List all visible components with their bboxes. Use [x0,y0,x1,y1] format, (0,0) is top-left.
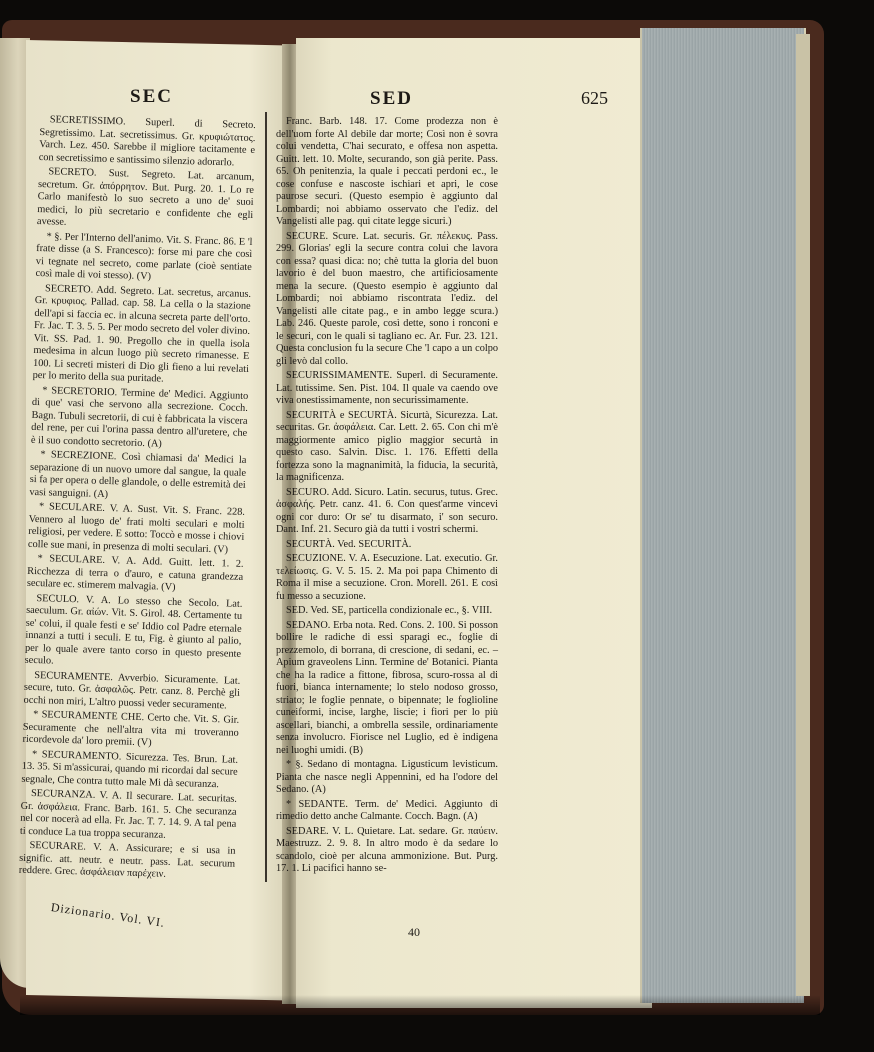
dictionary-entry: SECURE. Scure. Lat. securis. Gr. πέλεκυς. Pass. 299. Glorias' egli la secure contra colui che lavora con essa? quasi dica: no; chè tutta la gloria del buon lavorio è del buon maestro, che artificiosamente mena la secure. (Questo esempio è aggiunto dal Lombardi; noi abbiamo riscontrata l'ediz. del Vangelisti alle citate pag., e in ambo legge scura.) Lab. 246. Queste parole, così dette, sono i ronconi e le securi, con le quali si tagliano ec. Ar. Fur. 23. 121. Questa conclusion fu la secure Che 'l capo a un colpo gli levò dal collo. [276,230,498,367]
column-rule [265,112,267,882]
signature-mark: 40 [408,925,420,939]
dictionary-entry: * SECRETORIO. Termine de' Medici. Aggiunto di que' vasi che servono alla secrezione. Cocch. Bagn. Tubuli secretorii, di cui è fabbricata la viscera del rene, per cui l'orina passa dentro all'uretere, che è il suo condotto secretorio. (A) [30,384,249,450]
dictionary-entry: * SECREZIONE. Così chiamasi da' Medici la separazione di un nuovo umore dal sangue, la quale si fa per opera o delle glandole, o delle estremità dei vasi sanguigni. (A) [29,449,247,500]
dictionary-entry: SED. Ved. SE, particella condizionale ec., §. VIII. [286,605,493,616]
dictionary-entry: SECUZIONE. V. A. Esecuzione. Lat. executio. Gr. τελείωσις. G. V. 5. 15. 2. Ma poi papa Chimento di Roma il mise a secuzione. Cron. Morell. 261. E così fu messo a secuzione. [276,553,498,602]
right-text-column [276,116,498,878]
page-block-edge [640,28,804,1003]
dictionary-entry: * SECURAMENTO. Sicurezza. Tes. Brun. Lat. 13. 35. Si m'assicurai, quando mi ricordai dal secure segnale, Che contra tutto male Mi dà securanza. [21,748,239,790]
page-block-right-edge [796,34,810,996]
dictionary-entry: SECURARE. V. A. Assicurare; e si usa in signific. att. neutr. e neutr. pass. Lat. securum reddere. Grec. ἀσφάλειαν παρέχειν. [18,839,236,880]
dictionary-entry: SECURITÀ e SECURTÀ. Sicurtà, Sicurezza. Lat. securitas. Gr. ἀσφάλεια. Car. Lett. 2. 65. Con chi m'è maggiormente amico piglio maggior securtà in questo caso. Salvin. Disc. 1. 176. Effetti della fortezza sono la magnanimità, la fiducia, la securità, la magnificenza. [276,409,498,483]
dictionary-entry: SECURO. Add. Sicuro. Latin. securus, tutus. Grec. ἀσφαλής. Petr. canz. 41. 6. Con quest'arme vincevi ogni cor duro: Or se' tu disarmato, i' son securo. Dant. Inf. 21. Securo già da tutti i vostri schermi. [276,486,498,535]
left-text-column [19,114,256,885]
dictionary-entry: SECRETO. Sust. Segreto. Lat. arcanum, secretum. Gr. ἀπόρρητον. But. Purg. 20. 1. Lo re Carlo manifestò lo suo secreto a uno de' suoi medici, lo più secretario e confidente che egli avesse. [36,166,255,228]
dictionary-entry: SECURAMENTE. Avverbio. Sicuramente. Lat. secure, tuto. Gr. ἀσφαλῶς. Petr. canz. 8. Perchè gli occhi non miri, L'altro puossi veder securamente. [23,669,241,711]
dictionary-entry: * SECULARE. V. A. Add. Guitt. lett. 1. 2. Ricchezza di terra o d'auro, e catuna grandezza seculare ec. stimerem malvagia. (V) [26,553,244,593]
volume-footer: Dizionario. Vol. VI. [50,900,166,930]
dictionary-entry: * SEDANTE. Term. de' Medici. Aggiunto di rimedio detto anche Calmante. Cocch. Bagn. (A) [276,798,498,822]
dictionary-entry: * §. Sedano di montagna. Ligusticum levisticum. Pianta che nasce negli Appennini, ed ha l'odore del Sedano. (A) [276,759,498,795]
right-running-head: SED [370,88,413,109]
dictionary-entry: * SECURAMENTE CHE. Certo che. Vit. S. Gir. Securamente che nell'altra vita mi troveranno ricordevole da' loro premii. (V) [22,709,240,749]
page-number: 625 [581,88,608,108]
dictionary-entry: SEDARE. V. L. Quietare. Lat. sedare. Gr. παύειν. Maestruzz. 2. 9. 8. In altro modo è da sedare lo scandolo, cioè per alcuna ammonizione. But. Purg. 17. 1. Li pacifici hanno se- [276,825,498,874]
dictionary-entry: * SECULARE. V. A. Sust. Vit. S. Franc. 228. Vennero al luogo de' frati molti seculari e molti religiosi, per vedere. E sotto: Toccò e mosse i chiovi colle sue mani, in presenza di molti seculari. (V) [27,501,246,555]
left-running-head: SEC [130,86,173,107]
dictionary-entry: SECRETO. Add. Segreto. Lat. secretus, arcanus. Gr. κρυφιος. Pallad. cap. 58. La cella o la stazione dell'api si faccia ec. in alcuna secreta parte dell'orto. Fr. Jac. T. 3. 5. 5. Per modo secreto del voler divino. Vit. SS. Pad. 1. 90. Pregollo che in quella isola medesima in alcun luogo più secreto rimanesse. E 100. Li secreti misteri di Dio gli fieno a lui revelati per lo merito della sua puritade. [32,282,252,385]
bottom-shadow [20,995,820,1015]
dictionary-entry: SECRETISSIMO. Superl. di Secreto. Segretissimo. Lat. secretissimus. Gr. κρυφιώτατος. Varch. Lez. 450. Sarebbe il migliore tacitamente e con secretissimo e santissimo silenzio adorarlo. [38,114,256,168]
dictionary-entry: SECURTÀ. Ved. SECURITÀ. [286,538,412,550]
dictionary-entry: SECURANZA. V. A. Il securare. Lat. securitas. Gr. ἀσφάλεια. Franc. Barb. 161. 5. Che securanza nel cor nocerà ad ella. Fr. Jac. T. 7. 14. 9. A tal pena ti conduce La tua troppa securanza. [19,788,238,841]
dictionary-entry: * §. Per l'Interno dell'animo. Vit. S. Franc. 86. E 'l frate disse (a S. Francesco): forse mi pare che così vi tegnate nel secreto, come parlate (cioè sentiate così male di voi stesso). (V) [35,230,253,283]
dictionary-entry: Franc. Barb. 148. 17. Come prodezza non è dell'uom forte Al debile dar morte; Così non è sovra colui vendetta, C'hai securato, e offesa non aspetta. Guitt. lett. 10. Molte, securando, son già perite. Pass. 65. Oh penitenzia, la quale i peccati perdoni ec., le cose confuse e nascoste ischiari et apri, le cose paurose securi. (Questo esempio è aggiunto dal Lombardi; noi abbiamo osservato che l'ediz. del Vangelisti alle pag. qui citate legge sicuri.) [276,116,498,227]
dictionary-entry: SECULO. V. A. Lo stesso che Secolo. Lat. saeculum. Gr. αἰών. Vit. S. Girol. 48. Certamente tu se' colui, il quale festi e se' Iddio col Padre eternale innanzi a tutti i seculi. E tu, Fig. è giunto al palio, per lo quale avere tanto corso in questo presente seculo. [24,592,243,667]
dictionary-entry: SECURISSIMAMENTE. Superl. di Securamente. Lat. tutissime. Sen. Pist. 104. Il quale va caendo ove viva onestissimamente, non securissimamente. [276,370,498,406]
dictionary-entry: SEDANO. Erba nota. Red. Cons. 2. 100. Si posson bollire le radiche di essi sparagi ec., foglie di prezzemolo, di borrana, di crescione, di sedani, ec. – Apium graveolens Linn. Termine de' Botanici. Pianta che ha la radice a fittone, fibrosa, scuro-rossa al di fuori, bianca internamente; lo stelo nodoso grosso, striato; le foglie pennate, o bipennate; le foglioline cuneiformi, incise, larghe, liscie; i fiori per lo più ascellari, bianchi, a ombrella sessile, ordinariamente senza involucro. Fiorisce nel Luglio, ed è indigena nei luoghi umidi. (B) [276,619,498,756]
